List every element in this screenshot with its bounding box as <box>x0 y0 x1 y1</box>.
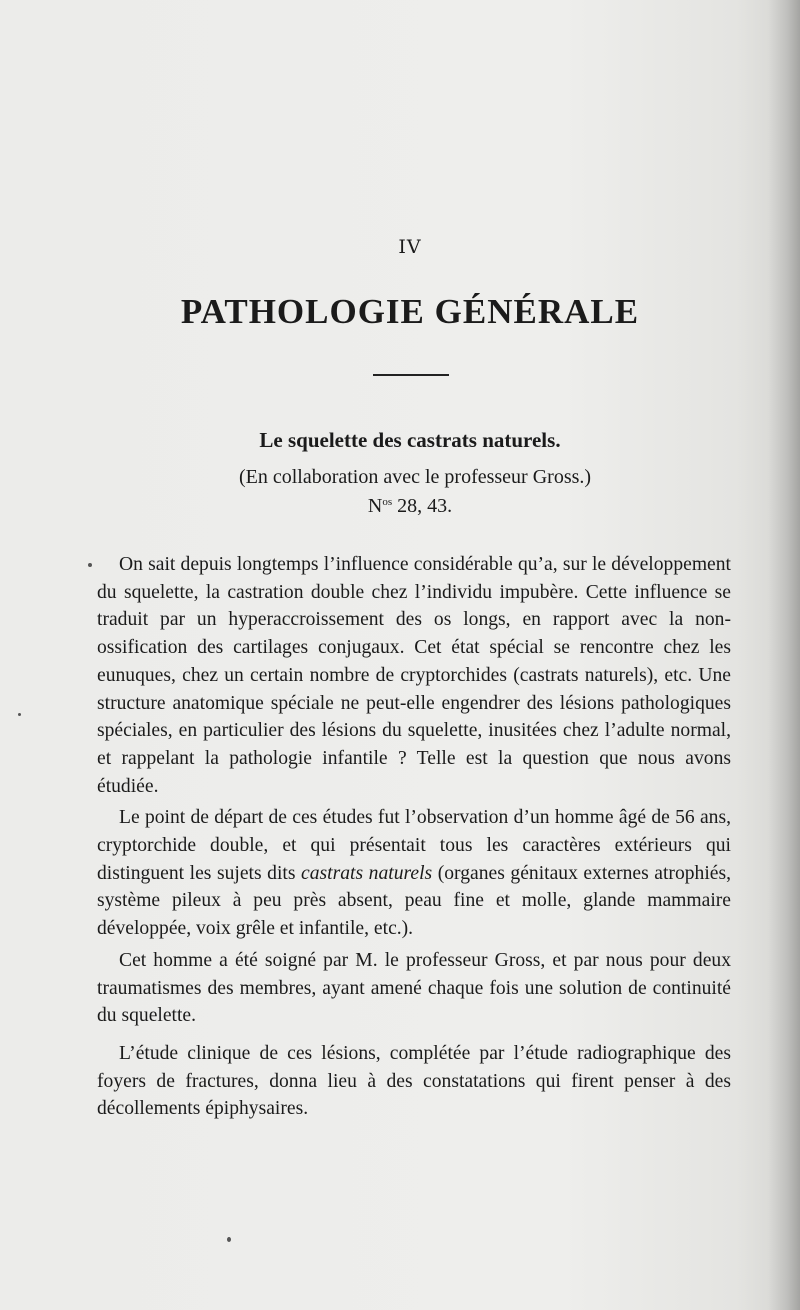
title-divider <box>373 374 449 376</box>
article-title: Le squelette des castrats naturels. <box>259 428 561 452</box>
body-text <box>97 551 731 1123</box>
scan-speck <box>18 713 21 716</box>
collaboration-note: (En collaboration avec le professeur Gross.) <box>238 466 592 488</box>
scan-speck <box>88 563 92 567</box>
numbers-values: 28, 43. <box>397 495 453 517</box>
numbers-superscript: os <box>382 496 393 508</box>
paragraph-4: L’étude clinique de ces lésions, complétée par l’étude radiographique des foyers de fractures, donna lieu à des constatations qui firent penser à des décollements épiphysaires. <box>97 1042 731 1120</box>
paragraph-2-italic: castrats naturels <box>301 862 433 884</box>
paragraph-2-start: Le point de départ de ces études fut l’observation d’un homme âgé de 56 ans, cryptorchide double, et qui présentait tous les caractères extérieurs qui distinguent les sujets dits <box>97 807 731 884</box>
reference-numbers <box>0 495 800 518</box>
paragraph-2-end: (organes génitaux externes atrophiés, système pileux à peu près absent, peau fine et molle, glande mammaire développée, voix grêle et infantile, etc.). <box>97 862 731 940</box>
page-edge-shadow <box>768 0 800 1310</box>
paragraph-1: On sait depuis longtemps l’influence considérable qu’a, sur le développement du squelette, la castration double chez l’individu impubère. Cette influence se traduit par un hyperaccroissement des os longs, en rapport avec la non-ossification des cartilages conjugaux. Cet état spécial se rencontre chez les eunuques, chez un certain nombre de cryptorchides (castrats naturels), etc. Une structure anatomique spéciale ne peut-elle engendrer des lésions pathologiques spéciales, en particulier des lésions du squelette, inusitées chez l’adulte normal, et rappelant la pathologie infantile ? Telle est la question que nous avons étudiée. <box>97 554 731 797</box>
numbers-prefix: N <box>367 495 383 517</box>
section-numeral: IV <box>398 236 422 258</box>
scan-speck <box>227 1237 231 1242</box>
page-title: PATHOLOGIE GÉNÉRALE <box>180 292 640 331</box>
paragraph-2 <box>97 804 731 943</box>
paragraph-3: Cet homme a été soigné par M. le professeur Gross, et par nous pour deux traumatismes des membres, ayant amené chaque fois une solution de continuité du squelette. <box>97 949 731 1027</box>
